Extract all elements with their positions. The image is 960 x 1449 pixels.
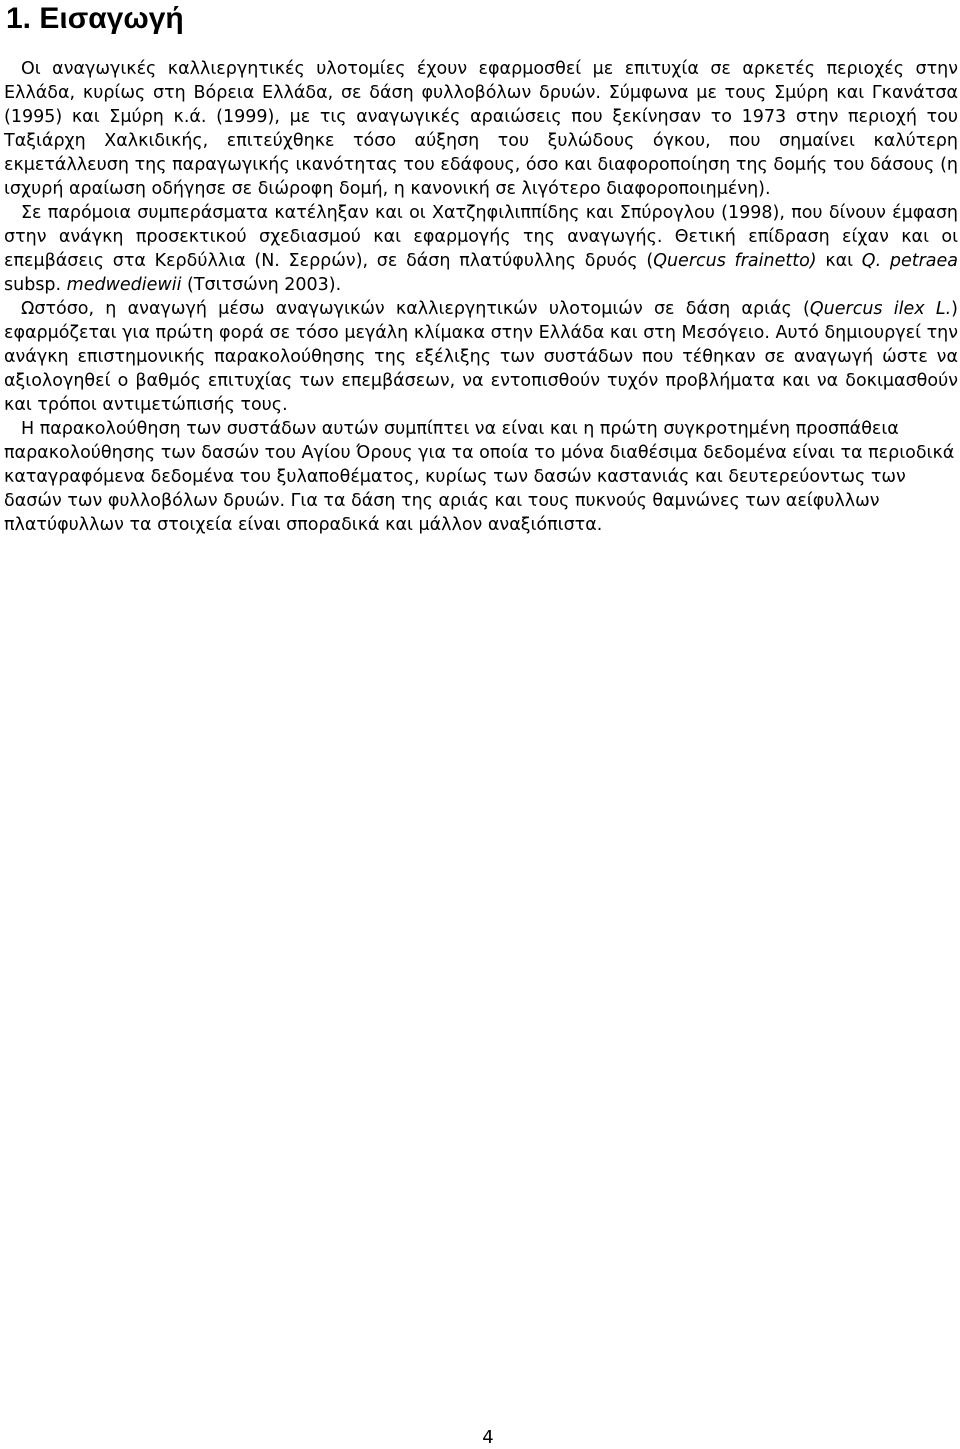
species-name-q-petraea: Q. petraea xyxy=(861,251,958,271)
paragraph-1-text: Οι αναγωγικές καλλιεργητικές υλοτομίες έχουν εφαρμοσθεί με επιτυχία σε αρκετές περιοχές στην Ελλάδα, κυρίως στη Βόρεια Ελλάδα, σε δάση φυλλοβόλων δρυών. Σύμφωνα με τους Σμύρη και Γκανάτσα (1995) και Σμύρη κ.ά. (1999), με τις αναγωγικές αραιώσεις που ξεκίνησαν το 1973 στην περιοχή του Ταξιάρχη Χαλκιδικής, επιτεύχθηκε τόσο αύξηση του ξυλώδους όγκου, που σημαίνει καλύτερη εκμετάλλευση της παραγωγικής ικανότητας του εδάφους, όσο και διαφοροποίηση της δομής του δάσους (η ισχυρή αραίωση οδήγησε σε διώροφη δομή, η κανονική σε λιγότερο διαφοροποιημένη). xyxy=(4,59,958,199)
page-number: 4 xyxy=(482,1427,494,1448)
paragraph-3-text-2: ) εφαρμόζεται για πρώτη φορά σε τόσο μεγάλη κλίμακα στην Ελλάδα και στη Μεσόγειο. Αυτό δημιουργεί την ανάγκη επιστημονικής παρακολούθησης της εξέλιξης των συστάδων που τέθηκαν σε αναγωγή ώστε να αξιολογηθεί ο βαθμός επιτυχίας των επεμβάσεων, να εντοπισθούν τυχόν προβλήματα και να δοκιμασθούν και τρόποι αντιμετώπισής τους. xyxy=(4,299,958,415)
paragraph-3-text-1: Ωστόσο, η αναγωγή μέσω αναγωγικών καλλιεργητικών υλοτομιών σε δάση αριάς ( xyxy=(21,299,810,319)
paragraph-2 xyxy=(4,201,958,297)
paragraph-2-text-2: και xyxy=(816,251,862,271)
paragraph-1 xyxy=(4,57,958,201)
paragraph-3 xyxy=(4,297,958,417)
species-name-medwediewii: medwediewii xyxy=(66,275,182,295)
species-name-quercus-ilex: Quercus ilex L. xyxy=(809,299,952,319)
paragraph-2-text-4: (Τσιτσώνη 2003). xyxy=(181,275,342,295)
body-text xyxy=(4,57,958,537)
paragraph-2-text-3: subsp. xyxy=(4,275,67,295)
species-name-quercus-frainetto: Quercus frainetto) xyxy=(653,251,817,271)
paragraph-4 xyxy=(4,417,958,537)
section-heading: 1. Εισαγωγή xyxy=(6,2,184,35)
paragraph-4-text: Η παρακολούθηση των συστάδων αυτών συμπίπτει να είναι και η πρώτη συγκροτημένη προσπάθεια παρακολούθησης των δασών του Αγίου Όρους για τα οποία το μόνα διαθέσιμα δεδομένα είναι τα περιοδικά καταγραφόμενα δεδομένα του ξυλαποθέματος, κυρίως των δασών καστανιάς και δευτερεύοντως των δασών των φυλλοβόλων δρυών. Για τα δάση της αριάς και τους πυκνούς θαμνώνες των αείφυλλων πλατύφυλλων τα στοιχεία είναι σποραδικά και μάλλον αναξιόπιστα. xyxy=(4,419,955,535)
paragraph-2-text-1: Σε παρόμοια συμπεράσματα κατέληξαν και οι Χατζηφιλιππίδης και Σπύρογλου (1998), που δίνουν έμφαση στην ανάγκη προσεκτικού σχεδιασμού και εφαρμογής της αναγωγής. Θετική επίδραση είχαν και οι επεμβάσεις στα Κερδύλλια (Ν. Σερρών), σε δάση πλατύφυλλης δρυός ( xyxy=(4,203,958,271)
